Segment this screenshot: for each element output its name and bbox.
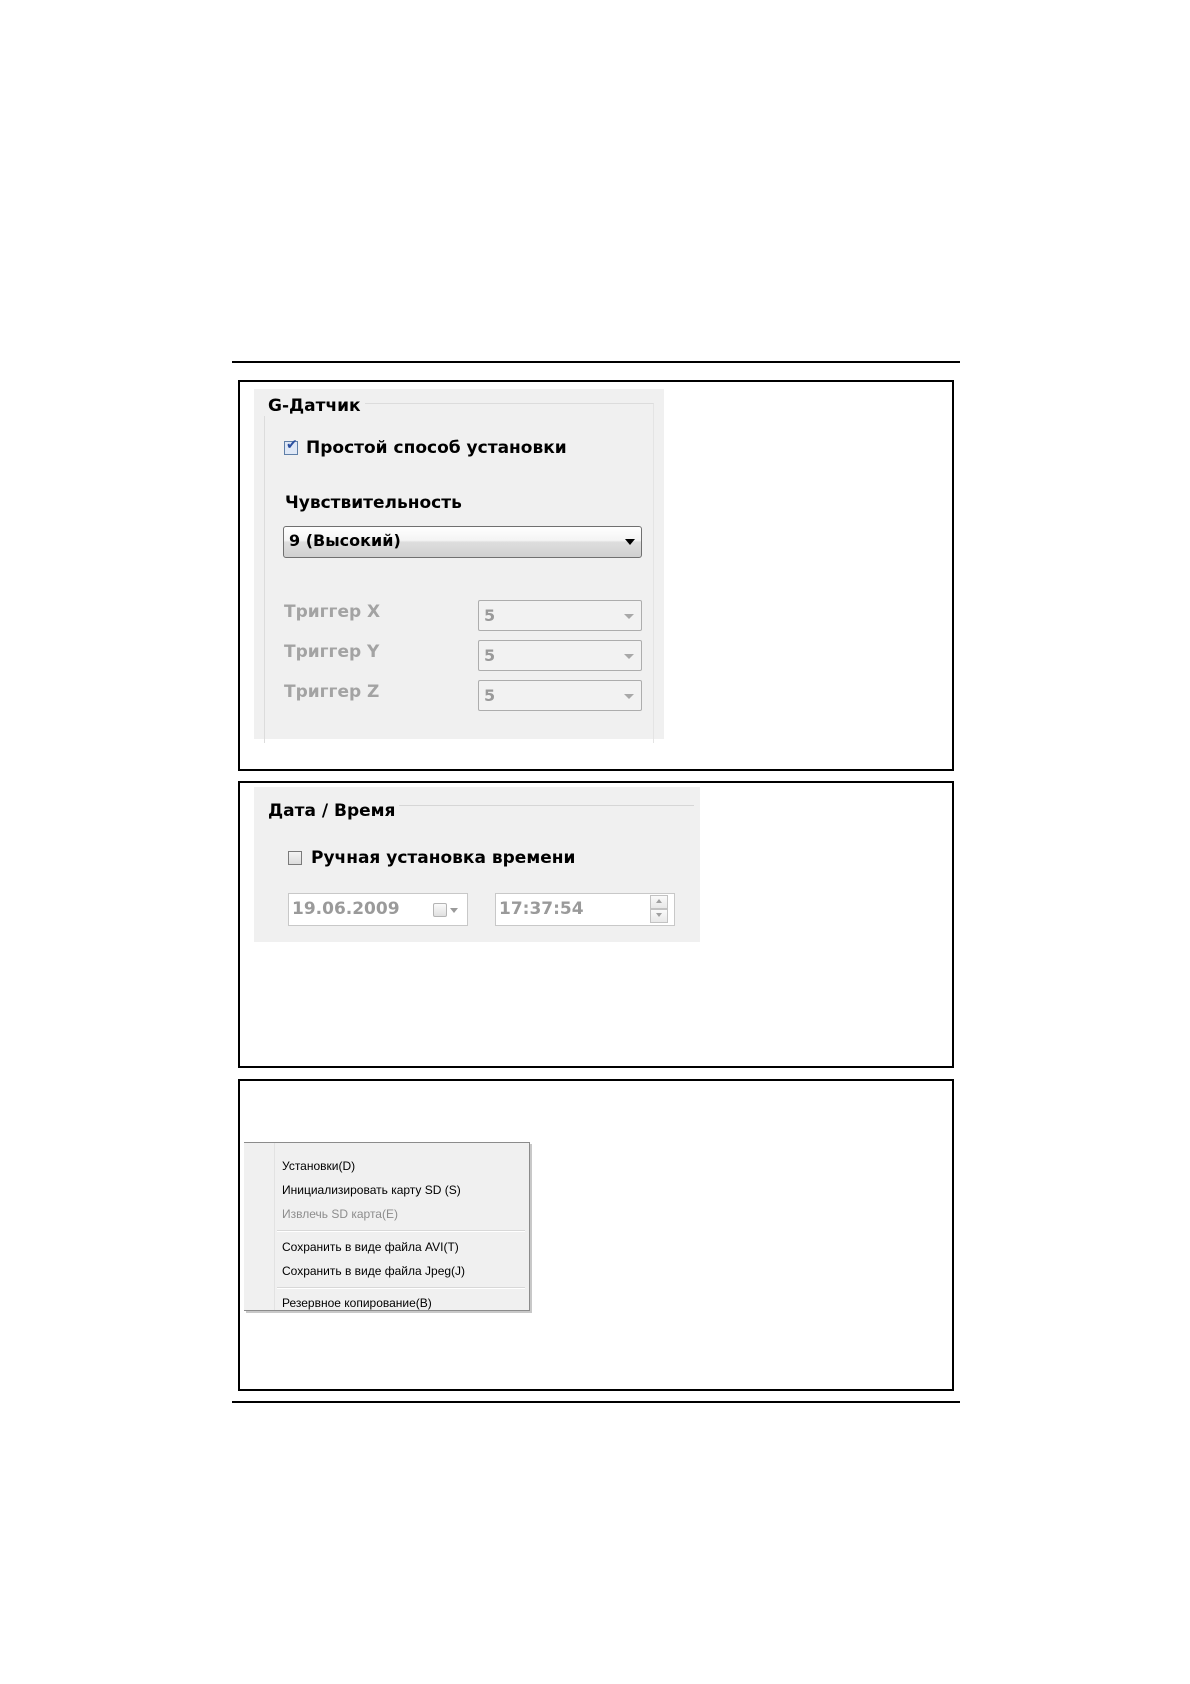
menu-gutter [274, 1143, 275, 1310]
manual-time-label[interactable]: Ручная установка времени [311, 848, 576, 868]
sensitivity-label: Чувствительность [285, 493, 462, 513]
time-spin-down[interactable] [650, 909, 668, 923]
check-icon: ✔ [286, 437, 298, 453]
bottom-rule [232, 1401, 960, 1403]
trigger-x-select[interactable] [478, 600, 642, 631]
trigger-z-value: 5 [484, 686, 496, 705]
menu-separator [277, 1230, 525, 1232]
menu-item-settings[interactable]: Установки(D) [282, 1159, 356, 1173]
chevron-down-icon [624, 614, 634, 619]
menu-item-backup[interactable]: Резервное копирование(B) [282, 1296, 432, 1310]
gsensor-legend: G-Датчик [264, 396, 365, 416]
trigger-y-label: Триггер Y [284, 642, 380, 662]
calendar-icon[interactable] [433, 903, 447, 917]
datetime-panel [254, 787, 700, 942]
sensitivity-value: 9 (Высокий) [289, 531, 401, 550]
date-value: 19.06.2009 [292, 899, 400, 919]
context-menu [244, 1142, 530, 1311]
trigger-x-value: 5 [484, 606, 496, 625]
trigger-y-select[interactable] [478, 640, 642, 671]
trigger-y-value: 5 [484, 646, 496, 665]
time-value: 17:37:54 [499, 899, 584, 919]
time-spin-up[interactable] [650, 895, 668, 909]
chevron-down-icon [624, 694, 634, 699]
trigger-z-label: Триггер Z [284, 682, 380, 702]
menu-item-eject-sd: Извлечь SD карта(E) [282, 1207, 398, 1221]
sensitivity-select[interactable] [283, 526, 642, 558]
arrow-up-icon [656, 899, 662, 903]
gsensor-panel [254, 389, 664, 739]
chevron-down-icon [450, 908, 458, 913]
datetime-legend: Дата / Время [264, 801, 399, 821]
trigger-z-select[interactable] [478, 680, 642, 711]
chevron-down-icon [624, 654, 634, 659]
time-field[interactable] [495, 893, 675, 926]
chevron-down-icon [625, 539, 635, 545]
manual-time-checkbox[interactable] [288, 851, 302, 865]
simple-setup-label[interactable]: Простой способ установки [306, 438, 567, 458]
menu-item-save-avi[interactable]: Сохранить в виде файла AVI(T) [282, 1240, 459, 1254]
top-rule [232, 361, 960, 363]
menu-item-save-jpeg[interactable]: Сохранить в виде файла Jpeg(J) [282, 1264, 466, 1278]
arrow-down-icon [656, 913, 662, 917]
simple-setup-checkbox[interactable] [284, 437, 298, 455]
menu-item-format-sd[interactable]: Инициализировать карту SD (S) [282, 1183, 461, 1197]
menu-separator [277, 1287, 525, 1289]
trigger-x-label: Триггер X [284, 602, 381, 622]
date-picker[interactable] [288, 893, 468, 926]
